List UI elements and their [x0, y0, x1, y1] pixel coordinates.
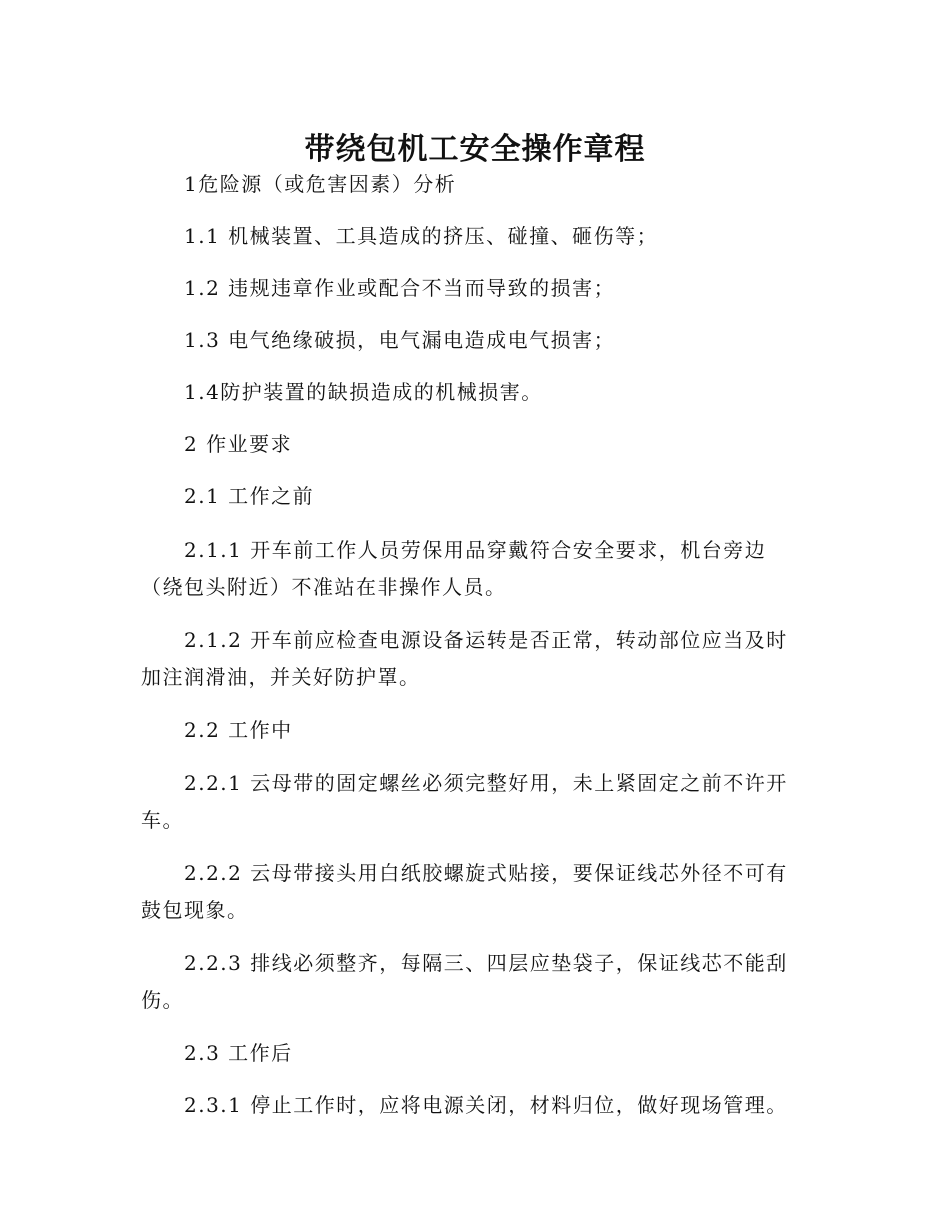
- section-heading-work-requirements: 2 作业要求: [184, 432, 293, 456]
- document-title: 带绕包机工安全操作章程: [304, 132, 646, 168]
- paragraph-2-3-1: 2.3.1 停止工作时，应将电源关闭，材料归位，做好现场管理。: [184, 1093, 788, 1117]
- paragraph-2-2-1: 2.2.1 云母带的固定螺丝必须完整好用，未上紧固定之前不许开车。: [141, 771, 788, 832]
- section-heading-hazard-analysis: 1危险源（或危害因素）分析: [184, 172, 457, 196]
- subsection-heading-after-work: 2.3 工作后: [184, 1041, 293, 1065]
- subsection-heading-during-work: 2.2 工作中: [184, 718, 293, 742]
- paragraph-2-1-1: 2.1.1 开车前工作人员劳保用品穿戴符合安全要求，机台旁边（绕包头附近）不准站在非操作人员。: [141, 538, 767, 599]
- paragraph-1-2: 1.2 违规违章作业或配合不当而导致的损害；: [184, 276, 616, 300]
- paragraph-1-4: 1.4防护装置的缺损造成的机械损害。: [184, 380, 543, 404]
- subsection-heading-before-work: 2.1 工作之前: [184, 484, 315, 508]
- paragraph-1-3: 1.3 电气绝缘破损，电气漏电造成电气损害；: [184, 328, 616, 352]
- paragraph-2-2-3: 2.2.3 排线必须整齐，每隔三、四层应垫袋子，保证线芯不能刮伤。: [141, 951, 788, 1012]
- paragraph-2-2-2: 2.2.2 云母带接头用白纸胶螺旋式贴接，要保证线芯外径不可有鼓包现象。: [141, 861, 788, 922]
- paragraph-2-1-2: 2.1.2 开车前应检查电源设备运转是否正常，转动部位应当及时加注润滑油，并关好防护罩。: [141, 628, 788, 689]
- paragraph-1-1: 1.1 机械装置、工具造成的挤压、碰撞、砸伤等；: [184, 224, 659, 248]
